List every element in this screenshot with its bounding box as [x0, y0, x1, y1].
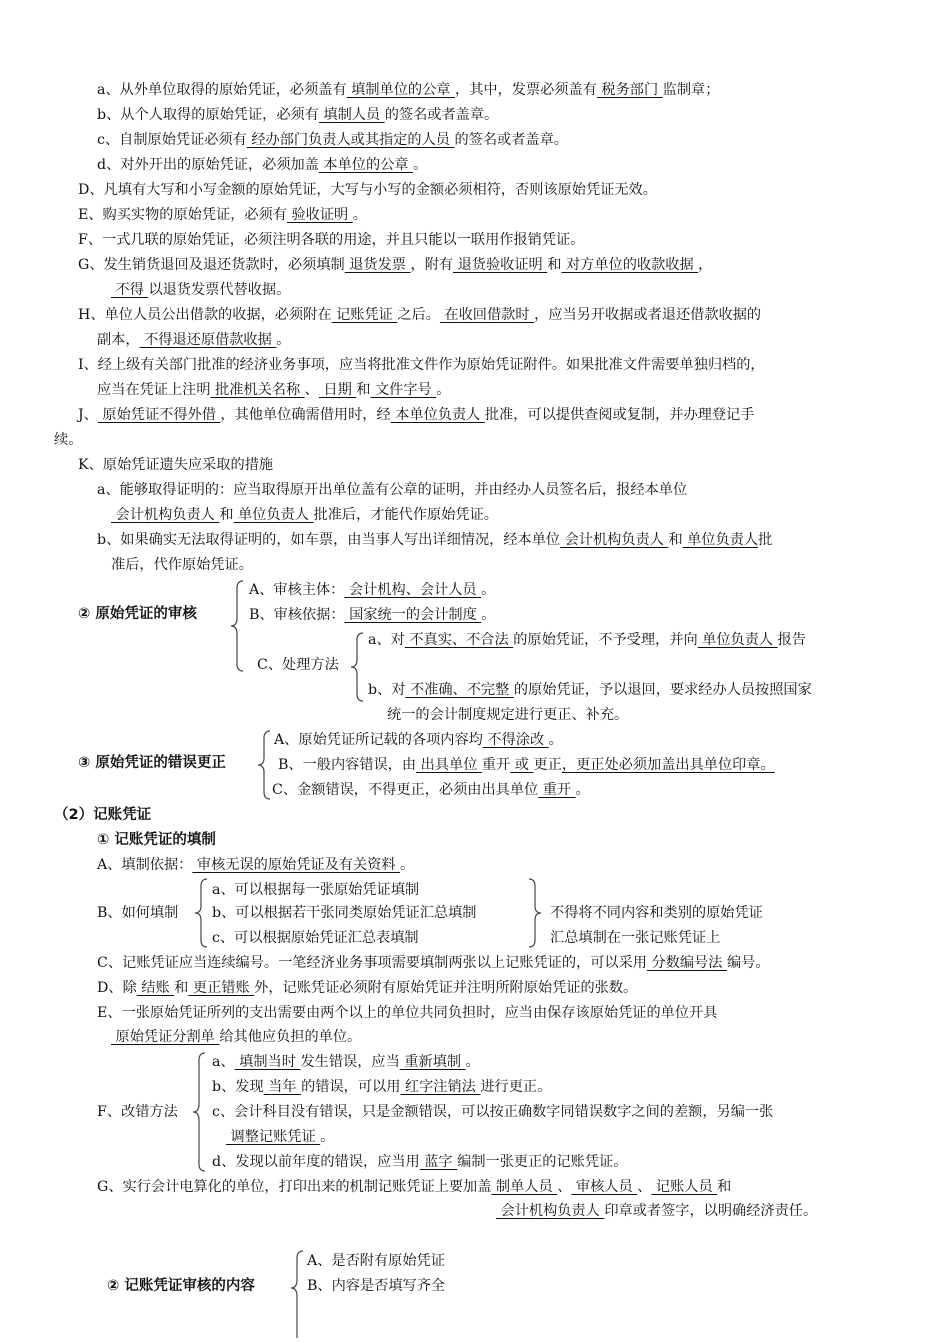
text-segment: 的签名或者盖章。	[454, 132, 568, 148]
text-line	[97, 480, 687, 500]
text-line	[97, 530, 772, 550]
text-segment: E、购买实物的原始凭证，必须有	[78, 207, 287, 223]
text-segment: ，应当另开收据或者退还借款收据的	[534, 307, 762, 323]
text-segment: 和	[717, 1179, 732, 1195]
fill-in-answer: 会计机构负责人	[496, 1203, 605, 1219]
left-brace	[290, 1250, 306, 1338]
left-brace	[257, 730, 273, 800]
fill-in-answer: 或	[510, 757, 534, 773]
fill-in-answer: 填制单位的公章	[346, 82, 455, 98]
text-line	[97, 155, 427, 175]
text-segment: 。	[400, 857, 415, 873]
text-segment: ，其中，发票必须盖有	[455, 82, 597, 98]
text-line	[387, 705, 628, 725]
text-segment: d、发现以前年度的错误，应当用	[212, 1154, 420, 1170]
text-segment: b、对	[368, 682, 406, 698]
text-segment: 、	[304, 382, 319, 398]
text-line	[78, 230, 584, 250]
section-heading: ② 原始凭证的审核	[78, 606, 197, 622]
text-line	[307, 1276, 445, 1296]
text-segment: 。	[413, 157, 428, 173]
fill-in-answer: 重开	[538, 782, 576, 798]
text-segment: J、	[78, 407, 98, 423]
fill-in-answer: 记账凭证	[331, 307, 398, 323]
text-line	[97, 903, 178, 923]
text-segment: 。	[575, 782, 590, 798]
text-segment: G、实行会计电算化的单位，打印出来的机制记账凭证上要加盖	[97, 1179, 492, 1195]
text-segment: a、能够取得证明的：应当取得原开出单位盖有公章的证明，并由经办人员签名后，报经本单位	[97, 482, 688, 498]
text-segment: 之后。	[397, 307, 440, 323]
text-line	[78, 255, 712, 275]
text-line	[212, 928, 419, 948]
text-segment: 不得将不同内容和类别的原始凭证	[550, 905, 763, 921]
text-segment: c、会计科目没有错误，只是金额错误，可以按正确数字同错误数字之间的差额，另编一张	[212, 1104, 774, 1120]
text-line	[78, 205, 367, 225]
fill-in-answer: 经办部门负责人或其指定的人员	[246, 132, 455, 148]
text-segment: A、是否附有原始凭证	[307, 1253, 445, 1269]
text-line	[550, 928, 720, 948]
text-line	[368, 630, 806, 650]
text-segment: B、内容是否填写齐全	[307, 1278, 446, 1294]
text-segment: 和	[356, 382, 371, 398]
fill-in-answer: 分数编号法	[646, 955, 727, 971]
section-heading: ② 记账凭证审核的内容	[107, 1278, 255, 1294]
text-segment: 汇总填制在一张记账凭证上	[550, 930, 721, 946]
text-segment: K、原始凭证遗失应采取的措施	[78, 457, 274, 473]
text-segment: 准后，代作原始凭证。	[111, 557, 253, 573]
text-segment: C、处理方法	[257, 657, 339, 673]
text-segment: b、从个人取得的原始凭证，必须有	[97, 107, 319, 123]
text-segment: B、一般内容错误，由	[278, 757, 417, 773]
fill-in-answer: 单位负责人	[233, 507, 314, 523]
text-segment: b、可以根据若干张同类原始凭证汇总填制	[212, 905, 477, 921]
text-line	[97, 330, 291, 350]
text-segment: b、发现	[212, 1079, 264, 1095]
text-line	[97, 1003, 717, 1023]
text-segment: 。	[276, 332, 291, 348]
fill-in-answer: 对方单位的收款收据	[561, 257, 699, 273]
text-line	[111, 280, 290, 300]
text-segment: 编号。	[726, 955, 770, 971]
fill-in-answer: 本单位的公章	[318, 157, 414, 173]
text-segment: 。	[436, 382, 451, 398]
text-line	[97, 978, 637, 998]
text-segment: B、审核依据：	[249, 607, 345, 623]
text-segment: ，其他单位确需借用时，经	[220, 407, 391, 423]
left-brace	[194, 878, 210, 948]
fill-in-answer: 不准确、不完整	[405, 682, 514, 698]
fill-in-answer: 审核人员	[571, 1179, 638, 1195]
fill-in-answer: 审核无误的原始凭证及有关资料	[192, 857, 401, 873]
fill-in-answer: 退货验收证明	[453, 257, 548, 273]
text-segment: C、记账凭证应当连续编号。一笔经济业务事项需要填制两张以上记账凭证的，可以采用	[97, 955, 647, 971]
text-segment: 应当在凭证上注明	[97, 382, 211, 398]
text-segment: d、对外开出的原始凭证，必须加盖	[97, 157, 319, 173]
fill-in-answer: 单位负责人	[697, 632, 778, 648]
text-segment: 外，记账凭证必须附有原始凭证并注明所附原始凭证的张数。	[254, 980, 638, 996]
text-line	[307, 1251, 445, 1271]
text-segment: a、可以根据每一张原始凭证填制	[212, 882, 420, 898]
text-segment: 的原始凭证，不予受理，并向	[513, 632, 698, 648]
text-segment: 的原始凭证，予以退回，要求经办人员按照国家	[513, 682, 812, 698]
text-segment: A、填制依据：	[97, 857, 193, 873]
text-segment: 重开	[481, 757, 511, 773]
text-line	[249, 605, 495, 625]
text-segment: 副本，	[97, 332, 140, 348]
text-segment: 更正	[533, 757, 562, 773]
fill-in-answer: 出具单位	[416, 757, 482, 773]
text-segment: 。	[320, 1129, 335, 1145]
text-segment: c、可以根据原始凭证汇总表填制	[212, 930, 419, 946]
text-segment: b、如果确实无法取得证明的，如车票，由当事人写出详细情况，经本单位	[97, 532, 561, 548]
text-segment: c、自制原始凭证必须有	[97, 132, 247, 148]
fill-in-answer: 调整记账凭证	[226, 1129, 321, 1145]
text-segment: 和	[174, 980, 189, 996]
left-brace	[192, 1052, 208, 1172]
text-segment: F、改错方法	[97, 1104, 178, 1120]
text-line	[97, 105, 498, 125]
text-line	[97, 380, 450, 400]
text-line	[257, 655, 339, 675]
text-segment: 的签名或者盖章。	[384, 107, 499, 123]
text-segment: 批准，可以提供查阅或复制，并办理登记手	[484, 407, 755, 423]
text-line	[212, 903, 476, 923]
text-line	[78, 405, 754, 425]
text-line	[97, 130, 568, 150]
text-segment: 和	[668, 532, 683, 548]
text-line	[550, 903, 763, 923]
text-line	[496, 1201, 817, 1221]
text-segment: 和	[547, 257, 562, 273]
text-line	[272, 780, 590, 800]
text-segment: 的错误，可以用	[301, 1079, 401, 1095]
text-line	[274, 730, 563, 750]
text-segment: I、经上级有关部门批准的经济业务事项，应当将批准文件作为原始凭证附件。如果批准文件需要单独归档的，	[78, 357, 765, 373]
fill-in-answer: 退货发票	[344, 257, 411, 273]
text-line	[78, 305, 761, 325]
text-segment: a、	[212, 1054, 235, 1070]
text-line	[97, 1177, 731, 1197]
text-segment: B、如何填制	[97, 905, 179, 921]
fill-in-answer: 会计机构负责人	[560, 532, 669, 548]
text-line	[54, 430, 82, 450]
text-line	[212, 880, 419, 900]
text-segment: a、从外单位取得的原始凭证，必须盖有	[97, 82, 347, 98]
text-segment: E、一张原始凭证所列的支出需要由两个以上的单位共同负担时，应当由保存该原始凭证的单位开具	[97, 1005, 718, 1021]
text-segment: C、金额错误，不得更正，必须由出具单位	[272, 782, 539, 798]
text-line	[249, 580, 495, 600]
text-line	[111, 555, 253, 575]
text-segment: 以退货发票代替收据。	[148, 282, 291, 298]
text-line	[97, 80, 719, 100]
section-heading: （2）记账凭证	[54, 807, 152, 823]
fill-in-answer: 重新填制	[399, 1054, 466, 1070]
text-segment: 续。	[54, 432, 83, 448]
text-segment: 进行更正。	[480, 1079, 552, 1095]
text-line	[111, 505, 498, 525]
fill-in-answer: 税务部门	[596, 82, 663, 98]
fill-in-answer: 不得涂改	[482, 732, 549, 748]
text-segment: ，	[698, 257, 713, 273]
fill-in-answer: 日期	[318, 382, 357, 398]
fill-in-answer: 填制人员	[318, 107, 385, 123]
fill-in-answer: 文件字号	[370, 382, 437, 398]
fill-in-answer: 红字注销法	[400, 1079, 481, 1095]
text-segment: 给其他应负担的单位。	[219, 1029, 362, 1045]
text-segment: 。	[481, 607, 496, 623]
text-line	[226, 1127, 334, 1147]
text-segment: 发生错误，应当	[300, 1054, 400, 1070]
text-segment: 。	[548, 732, 563, 748]
text-segment: ，附有	[410, 257, 454, 273]
fill-in-answer: 验收证明	[286, 207, 353, 223]
text-segment: 、	[557, 1179, 572, 1195]
fill-in-answer: 原始凭证不得外借	[97, 407, 221, 423]
text-segment: A、原始凭证所记载的各项内容均	[274, 732, 483, 748]
text-line	[368, 680, 812, 700]
fill-in-answer: 本单位负责人	[390, 407, 485, 423]
section-heading: ③ 原始凭证的错误更正	[78, 755, 226, 771]
fill-in-answer: 批准机关名称	[210, 382, 305, 398]
fill-in-answer: 当年	[263, 1079, 302, 1095]
text-segment: 报告	[777, 632, 806, 648]
text-line	[212, 1152, 627, 1172]
text-segment: a、对	[368, 632, 405, 648]
text-segment: 、	[637, 1179, 652, 1195]
left-brace	[350, 632, 366, 702]
text-line	[97, 1102, 178, 1122]
text-line	[278, 755, 775, 775]
text-segment: H、单位人员公出借款的收据，必须附在	[78, 307, 332, 323]
fill-in-answer: 单位负责人	[682, 532, 759, 548]
fill-in-answer: 填制当时	[234, 1054, 301, 1070]
text-segment: D、凡填有大写和小写金额的原始凭证，大写与小写的金额必须相符，否则该原始凭证无效。	[78, 182, 657, 198]
text-segment: 。	[481, 582, 496, 598]
fill-in-answer: 不真实、不合法	[404, 632, 514, 648]
fill-in-answer: 原始凭证分割单	[111, 1029, 220, 1045]
text-segment: 监制章；	[662, 82, 720, 98]
text-line	[78, 455, 273, 475]
fill-in-answer: 国家统一的会计制度	[344, 607, 482, 623]
fill-in-answer: ，更正处必须加盖出具单位印章。	[561, 757, 775, 773]
fill-in-answer: 不得退还原借款收据	[139, 332, 277, 348]
section-heading: ① 记账凭证的填制	[97, 832, 216, 848]
text-line	[97, 855, 414, 875]
text-line	[78, 355, 765, 375]
text-line	[111, 1027, 361, 1047]
fill-in-answer: 更正错账	[188, 980, 255, 996]
fill-in-answer: 不得	[111, 282, 149, 298]
text-line	[212, 1077, 551, 1097]
text-segment: 印章或者签字，以明确经济责任。	[604, 1203, 818, 1219]
text-segment: 统一的会计制度规定进行更正、补充。	[387, 707, 629, 723]
text-segment: 批准后，才能代作原始凭证。	[313, 507, 498, 523]
text-segment: 。	[465, 1054, 480, 1070]
fill-in-answer: 在收回借款时	[439, 307, 535, 323]
text-line	[212, 1052, 480, 1072]
text-segment: F、一式几联的原始凭证，必须注明各联的用途，并且只能以一联用作报销凭证。	[78, 232, 585, 248]
fill-in-answer: 结账	[136, 980, 175, 996]
text-segment: D、除	[97, 980, 137, 996]
text-line	[212, 1102, 773, 1122]
text-segment: G、发生销货退回及退还货款时，必须填制	[78, 257, 345, 273]
text-segment: 和	[219, 507, 234, 523]
fill-in-answer: 记账人员	[651, 1179, 718, 1195]
text-segment: A、审核主体：	[249, 582, 345, 598]
text-segment: 。	[352, 207, 367, 223]
text-segment: 编制一张更正的记账凭证。	[457, 1154, 628, 1170]
text-segment: 批	[758, 532, 773, 548]
fill-in-answer: 会计机构负责人	[111, 507, 220, 523]
right-brace	[526, 878, 542, 948]
text-line	[97, 953, 770, 973]
left-brace	[230, 580, 246, 672]
fill-in-answer: 会计机构、会计人员	[344, 582, 482, 598]
fill-in-answer: 蓝字	[419, 1154, 458, 1170]
text-line	[78, 180, 657, 200]
fill-in-answer: 制单人员	[491, 1179, 558, 1195]
